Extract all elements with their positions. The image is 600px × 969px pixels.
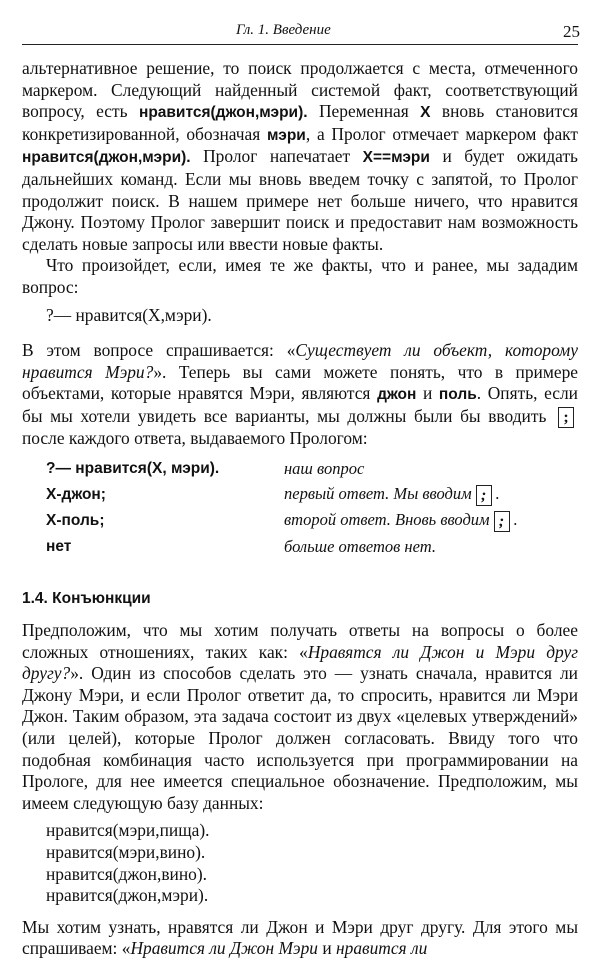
dialog-row: Х-джон; первый ответ. Мы вводим ; . (46, 484, 500, 504)
paragraph-4: Предположим, что мы хотим получать ответы на вопросы о более сложных отношениях, таких как: «Нравятся ли Джон и Мэри друг другу?». Один из способов сделать это — узнать сначала, нравится ли Джону Мэри, и если Пролог ответит да, то спросить, нравится ли Мэри Джон. Таким образом, эта задача состоит из двух «целевых утверждений» (или целей), которые Пролог должен согласовать. Ввиду того что подобная комбинация часто используется при программировании на Прологе, для нее имеется специальное обозначение. Предположим, мы имеем следующую базу данных: (22, 620, 578, 813)
running-header (22, 18, 578, 45)
fact-line: нравится(мэри,пища). (46, 820, 210, 841)
dialog-table (46, 456, 518, 560)
book-page (22, 18, 578, 960)
fact-line: нравится(мэри,вино). (46, 841, 206, 862)
chapter-title: Гл. 1. Введение (236, 22, 331, 38)
paragraph-5: Мы хотим узнать, нравятся ли Джон и Мэри друг другу. Для этого мы спрашиваем: «Нравится ли Джон Мэри и нравится ли (22, 916, 578, 959)
dialog-row: нет больше ответов нет. (46, 537, 436, 556)
fact-line: нравится(джон,мэри). (46, 885, 209, 906)
paragraph-3: В этом вопросе спрашивается: «Существует ли объект, которому нравится Мэри?». Теперь вы сами можете понять, что в примере объектами, которые нравятся Мэри, являются джон и поль. Опять, если бы мы хотели увидеть все варианты, мы должны были бы вводить ; после каждого ответа, выдаваемого Прологом: (22, 340, 578, 449)
dialog-row: Х-поль; второй ответ. Вновь вводим ; . (46, 510, 518, 530)
paragraph-1: альтернативное решение, то поиск продолжается с места, отмеченного маркером. Следующий найденный системой факт, соответствующий вопросу, есть нравится(джон,мэри). Переменная Х вновь становится конкретизированной, обозначая мэри, а Пролог отмечает маркером факт нравится(джон,мэри). Пролог напечатает Х==мэри и будет ожидать дальнейших команд. Если мы вновь введем точку с запятой, то Пролог продолжит поиск. В нашем примере нет больше ничего, что нравится Джону. Поэтому Пролог завершит поиск и предоставит нам возможность сделать новые запросы или ввести новые факты. (22, 58, 578, 254)
paragraph-2: Что произойдет, если, имея те же факты, что и ранее, мы зададим вопрос: (22, 255, 578, 297)
fact-line: нравится(джон,вино). (46, 863, 207, 884)
query-example: ?— нравится(Х,мэри). (46, 304, 212, 325)
semicolon-key: ; (558, 407, 574, 428)
page-number: 25 (563, 22, 580, 41)
section-heading: 1.4. Конъюнкции (22, 590, 151, 607)
dialog-row: ?— нравится(Х, мэри). наш вопрос (46, 459, 365, 478)
semicolon-key: ; (476, 485, 492, 506)
semicolon-key: ; (494, 511, 510, 532)
facts-list (46, 820, 578, 906)
